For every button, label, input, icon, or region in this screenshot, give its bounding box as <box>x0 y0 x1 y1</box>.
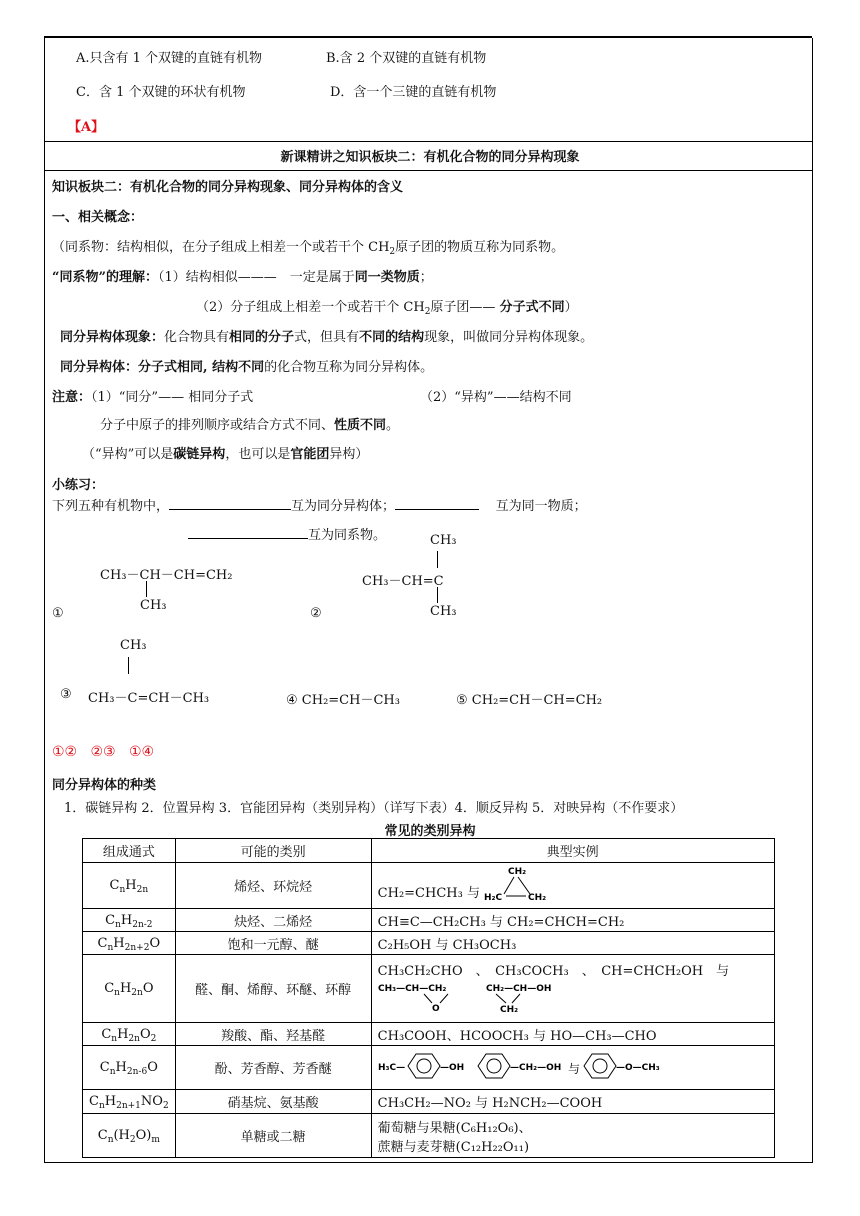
bond-line <box>437 551 438 568</box>
molecule-2-main: CH₃－CH=C <box>362 574 444 589</box>
block-title: 知识板块二：有机化合物的同分异构现象、同分异构体的含义 <box>52 180 404 195</box>
formula-cell: $C_n(H_2O)_m$ <box>83 1114 176 1158</box>
understand-label: “同系物”的理解： <box>52 270 158 285</box>
table-row <box>83 1023 775 1046</box>
classes-cell: 硝基烷、氨基酸 <box>175 1090 371 1114</box>
aromatic-structures <box>378 1051 688 1081</box>
classes-cell: 酚、芳香醇、芳香醚 <box>175 1046 371 1090</box>
option-d: D．含一个三键的直链有机物 <box>330 85 497 100</box>
blank-line <box>169 496 291 510</box>
text-part: 现象，叫做同分异构体现象。 <box>424 330 594 345</box>
struct-label: CH₂ <box>528 892 547 903</box>
cyclic-ether-structures <box>378 979 678 1013</box>
note-line-1 <box>52 386 253 405</box>
example-text: 蔗糖与麦芽糖(C₁₂H₂₂O₁₁) <box>377 1139 530 1155</box>
example-cell <box>371 1114 774 1158</box>
bond <box>518 877 530 894</box>
text-part: 下列五种有机物中， <box>52 499 170 514</box>
text-part: （同系物：结构相似，在分子组成上相差一个或若干个 CH <box>52 240 390 255</box>
bold-term: 同一类物质 <box>354 270 420 285</box>
number-2: ② <box>310 606 322 621</box>
molecule-3-top: CH₃ <box>120 638 147 653</box>
table-row <box>83 1114 775 1158</box>
header-example: 典型实例 <box>371 839 774 863</box>
text-part: ） <box>564 300 578 315</box>
benzene-ring <box>487 1059 501 1073</box>
table-row <box>83 1046 775 1090</box>
section-header: 新课精讲之知识板块二：有机化合物的同分异构现象 <box>280 150 580 165</box>
molecule-3-main: CH₃－C=CH－CH₃ <box>88 691 210 706</box>
example-cell <box>371 955 774 1023</box>
struct-label: —OH <box>439 1062 464 1073</box>
text-part: 分子中原子的排列顺序或结合方式不同、 <box>100 418 335 433</box>
text-part: （1）结构相似——— 一定是属于 <box>157 270 355 285</box>
classes-cell: 饱和一元醇、醚 <box>175 932 371 955</box>
text-part: 原子团的物质互称为同系物。 <box>395 240 565 255</box>
struct-label: CH₂—CH—OH <box>485 984 552 994</box>
benzene-ring <box>593 1059 607 1073</box>
divider <box>44 170 812 171</box>
bold-term: 分子式相同, 结构不同 <box>138 360 265 375</box>
bold-term: 分子式不同 <box>499 300 565 315</box>
answer-2: ②③ <box>90 744 116 760</box>
bond <box>424 994 432 1003</box>
example-cell <box>371 1046 774 1090</box>
bond <box>504 877 514 894</box>
example-cell: CH₃COOH、HCOOCH₃ 与 HO—CH₃—CHO <box>371 1023 774 1046</box>
text-part: 互为同一物质； <box>495 499 587 514</box>
example-cell <box>371 863 774 909</box>
homolog-understand-2: （2）分子组成上相差一个或若干个 $CH_2$原子团—— 分子式不同） <box>196 300 578 317</box>
formula-cell: $C_nH_{2n}$ <box>83 863 176 909</box>
text-part: 异构） <box>329 447 369 462</box>
molecule-4-formula: CH₂=CH－CH₃ <box>301 693 400 708</box>
answer-1: ①② <box>52 744 78 760</box>
example-text: CH₂=CHCH₃ 与 <box>377 886 480 901</box>
text-part: 的化合物互称为同分异构体。 <box>264 360 434 375</box>
formula-cell: $C_nH_{2n+2}O$ <box>83 932 176 955</box>
answer-3: ①④ <box>128 744 155 760</box>
practice-question-2 <box>188 524 386 543</box>
text-part: 。 <box>386 418 400 433</box>
text-part: 化合物具有 <box>164 330 230 345</box>
struct-label: H₂C <box>484 892 503 903</box>
number-5: ⑤ <box>456 693 468 708</box>
example-text: 葡萄糖与果糖(C₆H₁₂O₆)、 <box>377 1120 532 1136</box>
molecule-2-top: CH₃ <box>430 533 457 548</box>
molecule-5-formula: CH₂=CH－CH=CH₂ <box>471 693 603 708</box>
bond <box>496 994 506 1003</box>
text-part: ，也可以是 <box>225 447 291 462</box>
types-list: 1．碳链异构 2．位置异构 3．官能团异构（类别异构）（详写下表）4．顺反异构 5．对映异构（不作要求） <box>64 801 684 816</box>
number-4: ④ <box>286 693 298 708</box>
text-part: 式，但具有 <box>294 330 360 345</box>
bold-term: 相同的分子 <box>229 330 295 345</box>
practice-question <box>52 495 587 514</box>
text-part: ； <box>419 270 433 285</box>
bond <box>512 994 520 1003</box>
formula-cell: $C_nH_{2n-6}O$ <box>83 1046 176 1090</box>
benzene-ring <box>478 1054 510 1078</box>
molecule-4 <box>286 689 400 708</box>
option-a: A.只含有 1 个双键的直链有机物 <box>76 51 263 66</box>
struct-label: CH₂ <box>499 1005 518 1015</box>
blank-line <box>395 496 479 510</box>
term-label: 同分异构体现象： <box>60 330 165 345</box>
benzene-ring <box>584 1054 616 1078</box>
classes-cell: 烯烃、环烷烃 <box>175 863 371 909</box>
table-row <box>83 863 775 909</box>
text-part: 互为同分异构体； <box>291 499 396 514</box>
struct-label: —CH₂—OH <box>509 1062 561 1073</box>
formula-cell: $C_nH_{2n}O_2$ <box>83 1023 176 1046</box>
answer-label: 【A】 <box>68 120 105 135</box>
bold-term: 性质不同 <box>334 418 387 433</box>
text-part: （2）分子组成上相差一个或若干个 CH <box>196 300 425 315</box>
divider <box>44 141 812 142</box>
table-row <box>83 955 775 1023</box>
concept-heading: 一、相关概念： <box>52 210 144 225</box>
note-line-1b: （2）“异构”——结构不同 <box>420 390 572 405</box>
struct-label: CH₃—CH—CH₂ <box>377 984 446 994</box>
text-part: 原子团—— <box>430 300 496 315</box>
struct-label: —O—CH₃ <box>615 1062 660 1073</box>
bold-term: 不同的结构 <box>359 330 425 345</box>
struct-label: CH₂ <box>508 866 527 877</box>
cyclopropane-structure <box>484 866 564 906</box>
bold-term: 碳链异构 <box>173 447 226 462</box>
molecule-2-bottom: CH₃ <box>430 604 457 619</box>
bond-line <box>146 581 147 597</box>
example-cell: C₂H₅OH 与 CH₃OCH₃ <box>371 932 774 955</box>
benzene-ring <box>408 1054 440 1078</box>
practice-label: 小练习： <box>52 478 105 493</box>
classes-cell: 羧酸、酯、羟基醛 <box>175 1023 371 1046</box>
header-formula: 组成通式 <box>83 839 176 863</box>
classes-cell: 单糖或二糖 <box>175 1114 371 1158</box>
text-part: （“异构”可以是 <box>82 447 174 462</box>
molecule-1-branch: CH₃ <box>140 598 167 613</box>
benzene-ring <box>417 1059 431 1073</box>
example-cell: CH≡C—CH₂CH₃ 与 CH₂=CHCH=CH₂ <box>371 909 774 932</box>
struct-label: O <box>431 1004 440 1014</box>
note-line-2 <box>100 414 399 433</box>
bold-term: 官能团 <box>290 447 330 462</box>
formula-cell: $C_nH_{2n+1}NO_2$ <box>83 1090 176 1114</box>
number-3: ③ <box>60 687 72 702</box>
text-part: （1）“同分”—— 相同分子式 <box>91 390 254 405</box>
bond <box>440 994 448 1003</box>
isomer-table <box>82 838 775 1158</box>
isomerism-phenomenon <box>60 326 593 345</box>
table-title: 常见的类别异构 <box>384 824 476 839</box>
formula-cell: $C_nH_{2n-2}$ <box>83 909 176 932</box>
homolog-definition: （同系物：结构相似，在分子组成上相差一个或若干个 $CH_2$原子团的物质互称为同系物。 <box>52 240 565 257</box>
note-label: 注意： <box>52 390 92 405</box>
homolog-understand-1 <box>52 266 433 285</box>
classes-cell: 炔烃、二烯烃 <box>175 909 371 932</box>
types-heading: 同分异构体的种类 <box>52 778 157 793</box>
bond-line <box>437 587 438 603</box>
number-1: ① <box>52 606 64 621</box>
note-line-3 <box>82 443 368 462</box>
table-header-row <box>83 839 775 863</box>
molecule-5 <box>456 689 602 708</box>
bond-line <box>128 657 129 674</box>
text-part: 互为同系物。 <box>308 528 387 543</box>
struct-label: 与 <box>567 1061 580 1076</box>
option-b: B.含 2 个双键的直链有机物 <box>326 51 487 66</box>
table-row <box>83 932 775 955</box>
option-c: C．含 1 个双键的环状有机物 <box>76 85 246 100</box>
isomer-definition <box>60 356 433 375</box>
term-label: 同分异构体： <box>60 360 139 375</box>
table-row <box>83 909 775 932</box>
formula-cell: $C_nH_{2n}O$ <box>83 955 176 1023</box>
classes-cell: 醛、酮、烯醇、环醚、环醇 <box>175 955 371 1023</box>
blank-line <box>188 525 308 539</box>
molecule-1-main: CH₃－CH－CH=CH₂ <box>100 568 233 583</box>
example-text: CH₃CH₂CHO 、 CH₃COCH₃ 、 CH=CHCH₂OH 与 <box>377 964 730 979</box>
table-row <box>83 1090 775 1114</box>
header-classes: 可能的类别 <box>175 839 371 863</box>
practice-answers <box>52 744 154 760</box>
struct-label: H₃C— <box>377 1062 405 1073</box>
example-cell: CH₃CH₂—NO₂ 与 H₂NCH₂—COOH <box>371 1090 774 1114</box>
